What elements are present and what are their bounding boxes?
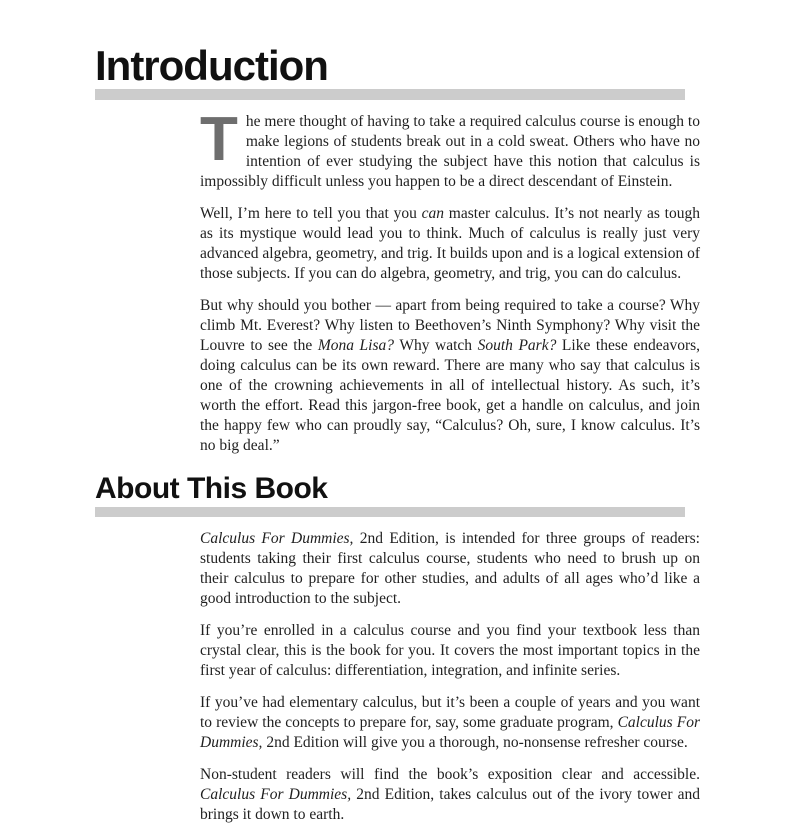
paragraph (200, 529, 700, 609)
paragraph-text: If you’re enrolled in a calculus course and you find your textbook less than crystal clear, this is the book for you. It covers the most important topics in the first year of calculus: differentiation, integration, and infinite series. (200, 622, 700, 679)
section-title: About This Book (95, 472, 328, 505)
paragraph-text: he mere thought of having to take a required calculus course is enough to make legions of students break out in a cold sweat. Others who have no intention of ever studying the subject have this notion that calculus is impossibly difficult unless you happen to be a direct descendant of Einstein. (200, 113, 700, 190)
paragraph (200, 693, 700, 753)
paragraph (200, 765, 700, 825)
paragraph (200, 296, 700, 456)
intro-text-column (200, 105, 701, 456)
chapter-title-rule (95, 89, 685, 100)
paragraph (200, 621, 700, 681)
paragraph-text: If you’ve had elementary calculus, but it’s been a couple of years and you want to review the concepts to prepare for, say, some graduate program, Calculus For Dummies, 2nd Edition will give you a thorough, no-nonsense refresher course. (200, 694, 700, 751)
paragraph (200, 204, 700, 284)
paragraph (200, 105, 700, 192)
section-title-rule (95, 507, 685, 517)
chapter-heading-block (95, 0, 685, 100)
paragraph-text: Calculus For Dummies, 2nd Edition, is intended for three groups of readers: students taking their first calculus course, students who need to brush up on their calculus to prepare for other studies, and adults of all ages who’d like a good introduction to the subject. (200, 530, 700, 607)
paragraph-text: But why should you bother — apart from being required to take a course? Why climb Mt. Everest? Why listen to Beethoven’s Ninth Symphony? Why visit the Louvre to see the Mona Lisa? Why watch South Park? Like these endeavors, doing calculus can be its own reward. There are many who say that calculus is one of the crowning achievements in all of intellectual history. As such, it’s worth the effort. Read this jargon-free book, get a handle on calculus, and join the happy few who can proudly say, “Calculus? Oh, sure, I know calculus. It’s no big deal.” (200, 297, 701, 454)
section-heading-block (95, 472, 685, 517)
chapter-title: Introduction (95, 42, 328, 89)
paragraph-text: Non-student readers will find the book’s exposition clear and accessible. Calculus For Dummies, 2nd Edition, takes calculus out of the ivory tower and brings it down to earth. (200, 766, 701, 823)
drop-cap: T (200, 105, 238, 174)
about-text-column (200, 529, 700, 825)
paragraph-text: Well, I’m here to tell you that you can master calculus. It’s not nearly as tough as its mystique would lead you to think. Much of calculus is really just very advanced algebra, geometry, and trig. It builds upon and is a logical extension of those subjects. If you can do algebra, geometry, and trig, you can do calculus. (200, 205, 701, 282)
